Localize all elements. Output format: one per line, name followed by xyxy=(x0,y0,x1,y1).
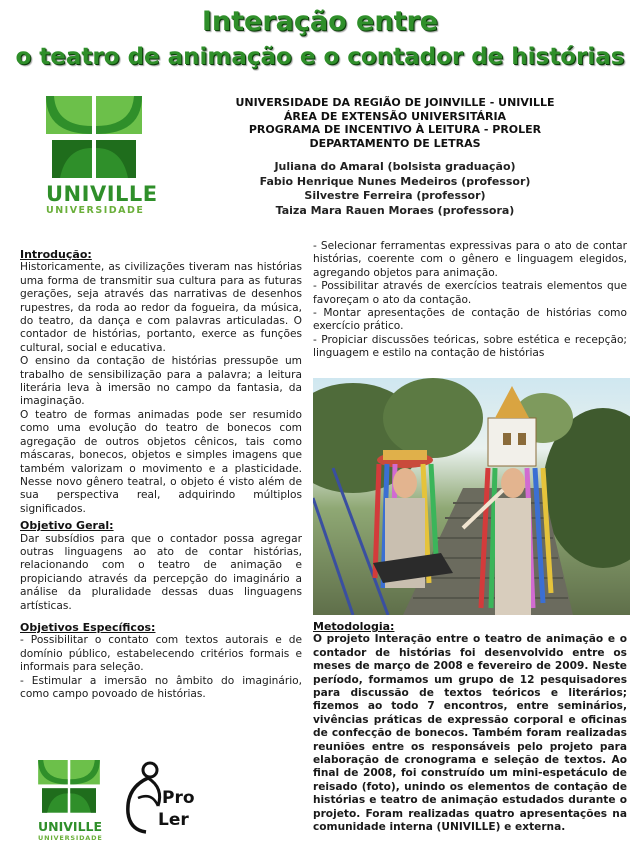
right-column-objectives xyxy=(313,240,627,361)
left-column xyxy=(20,248,302,701)
institution-line: DEPARTAMENTO DE LETRAS xyxy=(309,136,481,150)
objetivos-especificos-heading: Objetivos Específicos: xyxy=(20,620,156,634)
metodologia-text: O projeto Interação entre o teatro de animação e o contador de histórias foi desenvolvido entre os meses de março de 2008 e fevereiro de 2009. Neste período, formamos um grupo de 12 pesquisadores para discussão de textos teóricos e literários; fizemos ao todo 7 encontros, entre seminários, vivências práticas de expressão corporal e oficinas de confecção de bonecos. Também foram realizadas reuniões entre os responsáveis pelo projeto para elaboração de cronograma e seleção de textos. Ao final de 2008, foi construído um mini-espetáculo de reisado (foto), unindo os elementos de contação de histórias e teatro de animação estudados durante o projeto. Foram realizadas quatro apresentações na comunidade interna (UNIVILLE) e externa. xyxy=(313,633,627,834)
intro-paragraph: Historicamente, as civilizações tiveram nas histórias uma forma de transmitir sua cultura para as futuras gerações, seja através das narrativas de desenhos rupestres, da roda ao redor da fogueira, da música, do teatro, da dança e com palavras articuladas. O contador de histórias, portanto, exerce as funções cultural, social e educativa. xyxy=(20,261,302,354)
proler-text-pro: Pro xyxy=(162,788,195,808)
author-line: Taiza Mara Rauen Moraes (professora) xyxy=(275,203,515,217)
poster-subtitle: o teatro de animação e o contador de histórias xyxy=(15,44,625,70)
univille-logo-small xyxy=(38,760,103,842)
univille-emblem-icon xyxy=(46,96,142,180)
objetivo-item: - Estimular a imersão no âmbito do imaginário, como campo povoado de histórias. xyxy=(20,674,302,700)
proler-logo xyxy=(118,758,208,838)
metodologia-heading: Metodologia: xyxy=(313,620,395,633)
proler-text-ler: Ler xyxy=(158,810,189,830)
institution-line: PROGRAMA DE INCENTIVO À LEITURA - PROLER xyxy=(248,123,542,136)
author-line: Juliana do Amaral (bolsista graduação) xyxy=(274,160,516,173)
objetivo-item: - Possibilitar através de exercícios teatrais elementos que favoreçam o ato da contação. xyxy=(313,280,627,306)
intro-paragraph: O teatro de formas animadas pode ser resumido como uma evolução do teatro de bonecos com agregação de outros objetos cênicos, tais como máscaras, bonecos, objetos e simples imagens que também valorizam o movimento e a plasticidade. Nesse novo gênero teatral, o objeto é visto além de sua perspectiva real, adquirindo múltiplos significados. xyxy=(20,408,302,515)
objetivo-item: - Selecionar ferramentas expressivas para o ato de contar histórias, coerente com o gênero e linguagem elegidos, agregando objetos para animação. xyxy=(313,240,627,279)
right-column-methodology xyxy=(313,620,627,835)
logo-name: UNIVILLE xyxy=(46,182,158,206)
univille-logo xyxy=(46,96,158,216)
author-line: Fabio Henrique Nunes Medeiros (professor) xyxy=(259,174,531,188)
logo-subtitle: UNIVERSIDADE xyxy=(38,834,103,842)
institution-line: ÁREA DE EXTENSÃO UNIVERSITÁRIA xyxy=(283,109,507,123)
logo-name: UNIVILLE xyxy=(38,819,103,834)
intro-paragraph: O ensino da contação de histórias pressupõe um trabalho de sensibilização para a palavra; a leitura literária leva à imersão no campo da fantasia, da imaginação. xyxy=(20,355,302,408)
objetivo-item: - Propiciar discussões teóricas, sobre estética e recepção; linguagem e estilo na contação de histórias xyxy=(313,333,627,360)
authors-block xyxy=(150,160,640,218)
objetivo-geral-text: Dar subsídios para que o contador possa agregar outras linguagens ao ato de contar histórias, relacionando com o teatro de animação e propiciando através da percepção do imaginário a análise da pluralidade dessas duas linguagens artísticas. xyxy=(20,532,302,612)
intro-heading: Introdução: xyxy=(20,248,92,261)
logo-subtitle: UNIVERSIDADE xyxy=(46,205,145,216)
reisado-photo xyxy=(313,378,630,615)
poster-title: Interação entre xyxy=(201,6,439,37)
objetivo-geral-heading: Objetivo Geral: xyxy=(20,519,114,533)
objetivo-item: - Possibilitar o contato com textos autorais e de domínio público, estabelecendo critérios formais e informais para seleção. xyxy=(20,634,302,674)
institution-line: UNIVERSIDADE DA REGIÃO DE JOINVILLE - UNIVILLE xyxy=(235,96,555,109)
performers-photo-illustration xyxy=(313,378,630,615)
univille-emblem-icon xyxy=(38,760,100,814)
author-line: Silvestre Ferreira (professor) xyxy=(304,189,486,202)
institution-block xyxy=(150,96,640,150)
objetivo-item: - Montar apresentações de contação de histórias como exercício prático. xyxy=(313,307,627,333)
